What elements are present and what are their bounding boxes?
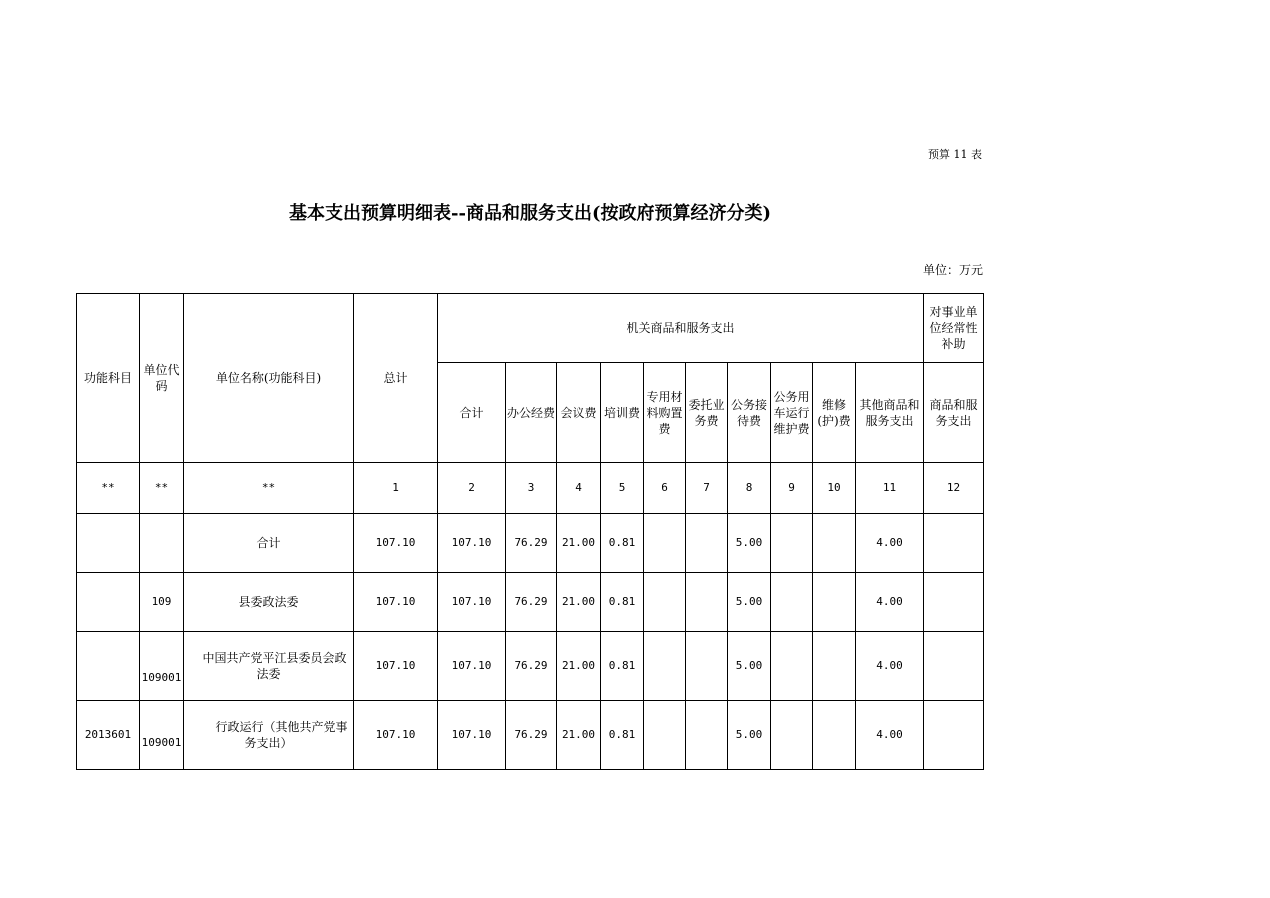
table-row: [77, 632, 984, 701]
repair-cell: [813, 514, 856, 573]
subtotal-cell: 107.10: [438, 632, 506, 701]
repair-cell: [813, 632, 856, 701]
index-cell: 11: [856, 463, 924, 514]
header-code: 单位代码: [140, 294, 184, 463]
index-cell: 12: [924, 463, 984, 514]
name-cell: 合计: [184, 514, 354, 573]
header-col: 公务接待费: [728, 363, 771, 463]
repair-cell: [813, 573, 856, 632]
form-number: 预算 11 表: [928, 148, 982, 161]
material-cell: [644, 701, 686, 770]
vehicle-cell: [771, 514, 813, 573]
entrust-cell: [686, 632, 728, 701]
header-col: 商品和服务支出: [924, 363, 984, 463]
material-cell: [644, 632, 686, 701]
index-cell: **: [184, 463, 354, 514]
header-func: 功能科目: [77, 294, 140, 463]
office-cell: 76.29: [506, 573, 557, 632]
material-cell: [644, 514, 686, 573]
training-cell: 0.81: [601, 514, 644, 573]
other-cell: 4.00: [856, 514, 924, 573]
subsidy-cell: [924, 573, 984, 632]
header-col: 委托业务费: [686, 363, 728, 463]
index-cell: 6: [644, 463, 686, 514]
unit-label: 单位：万元: [922, 263, 983, 277]
code-cell: 109001: [140, 632, 184, 701]
subtotal-cell: 107.10: [438, 573, 506, 632]
code-cell: [140, 514, 184, 573]
table-row: [77, 701, 984, 770]
header-col: 办公经费: [506, 363, 557, 463]
total-cell: 107.10: [354, 573, 438, 632]
header-col: 培训费: [601, 363, 644, 463]
other-cell: 4.00: [856, 632, 924, 701]
code-cell: 109001: [140, 701, 184, 770]
index-cell: 9: [771, 463, 813, 514]
entrust-cell: [686, 573, 728, 632]
header-col: 维修(护)费: [813, 363, 856, 463]
subsidy-cell: [924, 514, 984, 573]
name-text: 中国共产党平江县委员会政法委: [202, 651, 347, 681]
index-row: [77, 463, 984, 514]
meeting-cell: 21.00: [557, 701, 601, 770]
entrust-cell: [686, 701, 728, 770]
vehicle-cell: [771, 573, 813, 632]
name-text: 行政运行（其他共产党事务支出）: [215, 720, 348, 750]
subtotal-cell: 107.10: [438, 701, 506, 770]
vehicle-cell: [771, 632, 813, 701]
index-cell: 10: [813, 463, 856, 514]
func-cell: 2013601: [77, 701, 140, 770]
table-row: [77, 514, 984, 573]
index-cell: 8: [728, 463, 771, 514]
index-cell: 2: [438, 463, 506, 514]
index-cell: 3: [506, 463, 557, 514]
vehicle-cell: [771, 701, 813, 770]
code-cell: 109: [140, 573, 184, 632]
reception-cell: 5.00: [728, 632, 771, 701]
total-cell: 107.10: [354, 701, 438, 770]
page-title: 基本支出预算明细表--商品和服务支出(按政府预算经济分类): [289, 203, 771, 224]
subsidy-cell: [924, 632, 984, 701]
name-cell: 县委政法委: [184, 573, 354, 632]
index-cell: 7: [686, 463, 728, 514]
header-group-org: 机关商品和服务支出: [438, 294, 924, 363]
repair-cell: [813, 701, 856, 770]
office-cell: 76.29: [506, 701, 557, 770]
func-cell: [77, 514, 140, 573]
office-cell: 76.29: [506, 632, 557, 701]
material-cell: [644, 573, 686, 632]
index-cell: 4: [557, 463, 601, 514]
index-cell: **: [140, 463, 184, 514]
reception-cell: 5.00: [728, 514, 771, 573]
header-total: 总计: [354, 294, 438, 463]
training-cell: 0.81: [601, 573, 644, 632]
func-cell: [77, 573, 140, 632]
header-col: 专用材料购置费: [644, 363, 686, 463]
header-col: 公务用车运行维护费: [771, 363, 813, 463]
entrust-cell: [686, 514, 728, 573]
header-col: 会议费: [557, 363, 601, 463]
reception-cell: 5.00: [728, 573, 771, 632]
meeting-cell: 21.00: [557, 573, 601, 632]
subsidy-cell: [924, 701, 984, 770]
subtotal-cell: 107.10: [438, 514, 506, 573]
header-row-1: [77, 294, 984, 363]
func-cell: [77, 632, 140, 701]
total-cell: 107.10: [354, 514, 438, 573]
reception-cell: 5.00: [728, 701, 771, 770]
table-row: [77, 573, 984, 632]
meeting-cell: 21.00: [557, 632, 601, 701]
header-name: 单位名称(功能科目): [184, 294, 354, 463]
office-cell: 76.29: [506, 514, 557, 573]
budget-table: [76, 293, 984, 770]
meeting-cell: 21.00: [557, 514, 601, 573]
name-cell: [184, 632, 354, 701]
name-cell: [184, 701, 354, 770]
header-col: 合计: [438, 363, 506, 463]
header-group-sub: 对事业单位经常性补助: [924, 294, 984, 363]
header-col: 其他商品和服务支出: [856, 363, 924, 463]
training-cell: 0.81: [601, 701, 644, 770]
training-cell: 0.81: [601, 632, 644, 701]
index-cell: **: [77, 463, 140, 514]
other-cell: 4.00: [856, 573, 924, 632]
other-cell: 4.00: [856, 701, 924, 770]
index-cell: 1: [354, 463, 438, 514]
index-cell: 5: [601, 463, 644, 514]
total-cell: 107.10: [354, 632, 438, 701]
